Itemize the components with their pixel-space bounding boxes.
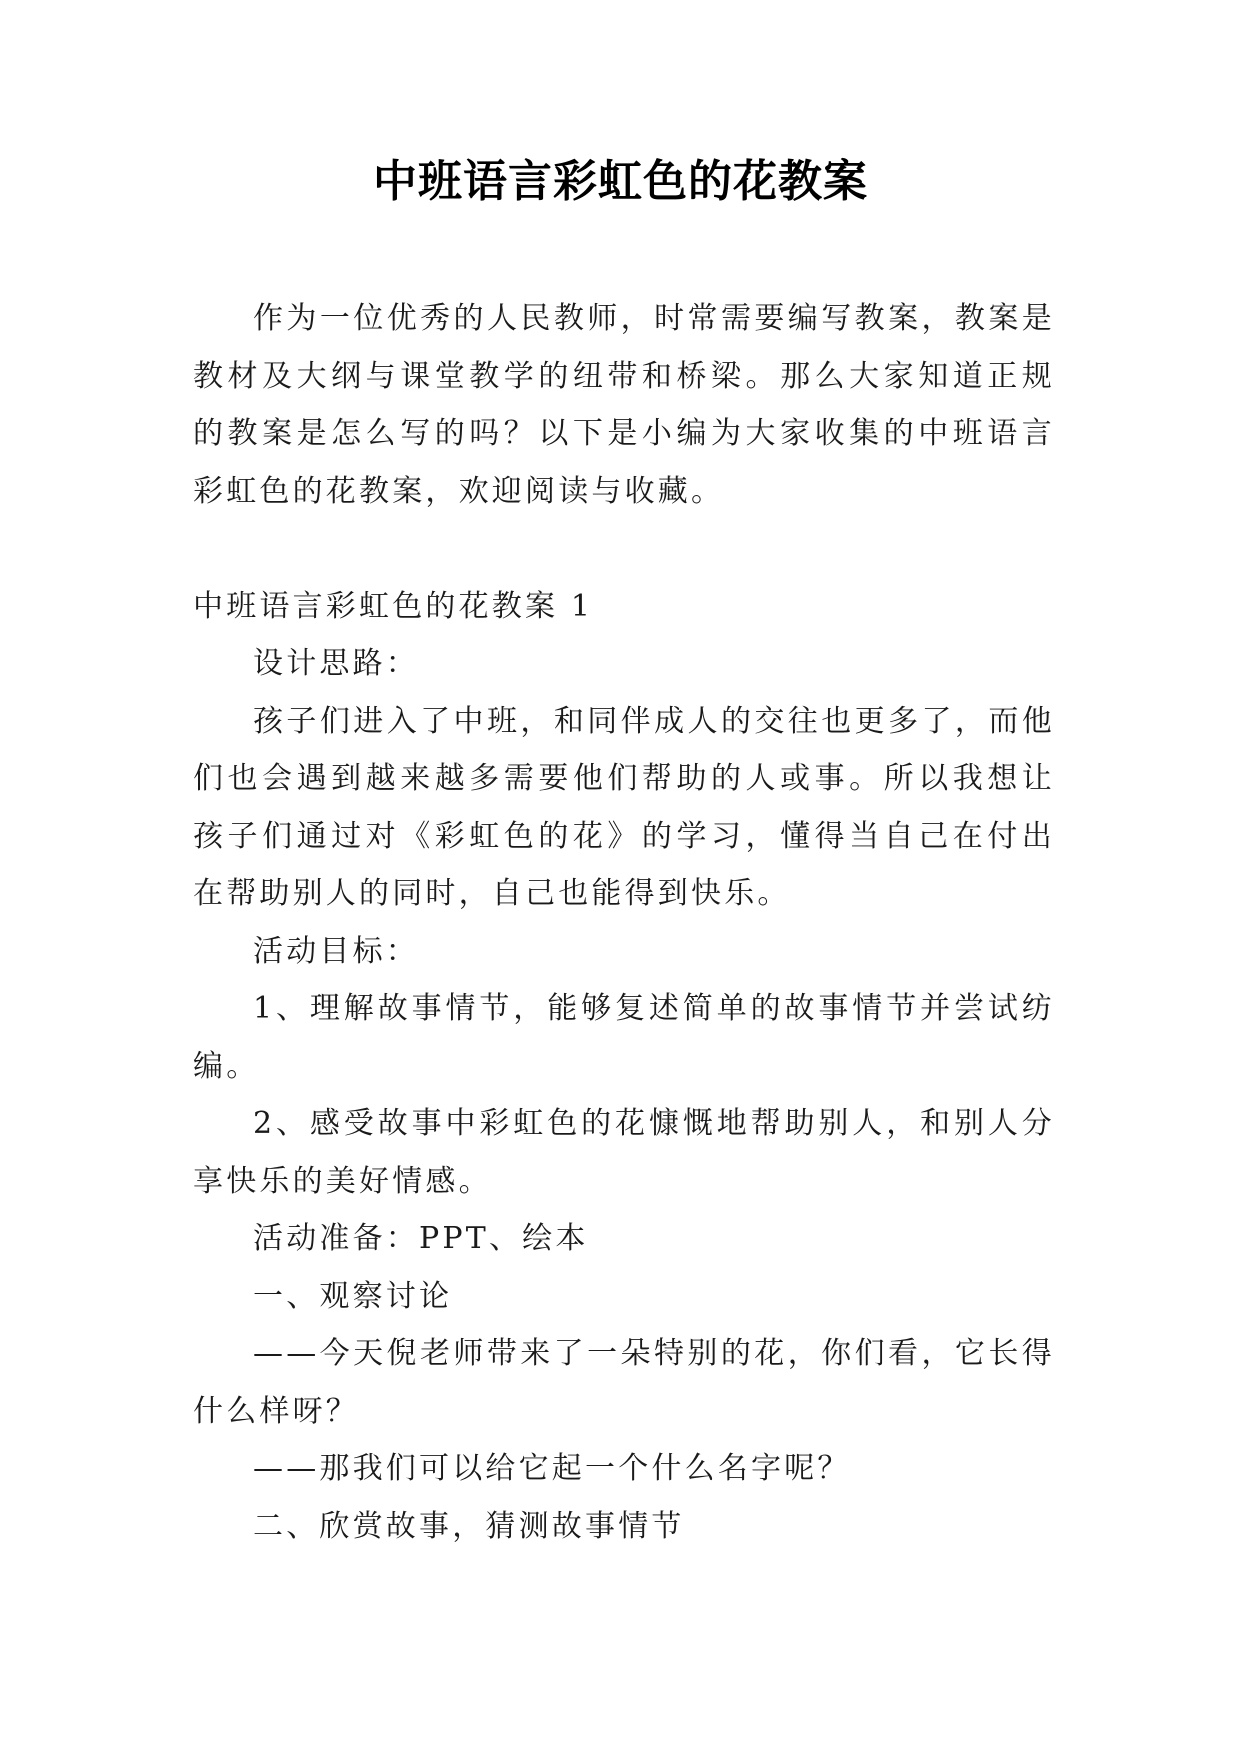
document-body: [193, 290, 1055, 1555]
step-2-heading: 二、欣赏故事，猜测故事情节: [253, 1508, 685, 1544]
paragraph-spacer: [193, 520, 1055, 578]
step-1-question-1: ——今天倪老师带来了一朵特别的花，你们看，它长得什么样呀？: [193, 1336, 1055, 1429]
goal-item-1: 1、理解故事情节，能够复述简单的故事情节并尝试纺编。: [193, 991, 1055, 1084]
design-idea-paragraph: 孩子们进入了中班，和同伴成人的交往也更多了，而他们也会遇到越来越多需要他们帮助的人或事。所以我想让孩子们通过对《彩虹色的花》的学习，懂得当自己在付出在帮助别人的同时，自己也能得到快乐。: [193, 703, 1055, 911]
activity-goals-heading: 活动目标：: [253, 933, 419, 969]
document-title: 中班语言彩虹色的花教案: [373, 156, 868, 207]
step-1-question-2: ——那我们可以给它起一个什么名字呢？: [253, 1451, 851, 1486]
activity-preparation: 活动准备：PPT、绘本: [253, 1221, 589, 1256]
goal-item-2: 2、感受故事中彩虹色的花慷慨地帮助别人，和别人分享快乐的美好情感。: [193, 1106, 1055, 1199]
section-heading: 中班语言彩虹色的花教案 1: [193, 588, 594, 624]
intro-paragraph: 作为一位优秀的人民教师，时常需要编写教案，教案是教材及大纲与课堂教学的纽带和桥梁。那么大家知道正规的教案是怎么写的吗？以下是小编为大家收集的中班语言彩虹色的花教案，欢迎阅读与收藏。: [193, 301, 1055, 509]
step-1-heading: 一、观察讨论: [253, 1278, 453, 1314]
design-idea-heading: 设计思路：: [253, 646, 419, 681]
